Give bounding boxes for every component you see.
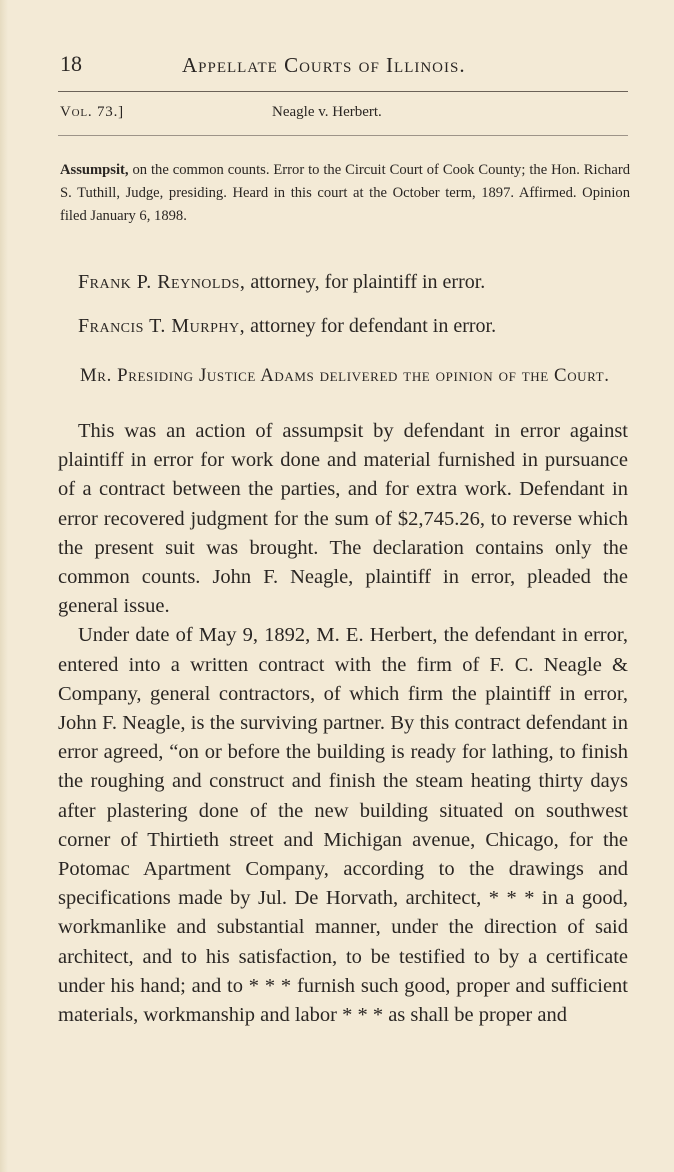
running-title: Appellate Courts of Illinois. bbox=[182, 53, 466, 77]
header-rule-top bbox=[58, 91, 628, 92]
case-line bbox=[60, 104, 619, 128]
syllabus-lead: Assumpsit, bbox=[60, 162, 129, 178]
opinion-paragraph-1: This was an action of assumpsit by defendant in error against plaintiff in error for work done and material furnished in pursuance of a contract between the parties, and for extra work. Defendant in error recovered judgment for the sum of $2,745.26, to reverse which the present suit was brought. The declaration contains only the common counts. John F. Neagle, plaintiff in error, pleaded the general issue. bbox=[58, 420, 628, 618]
counsel-defendant bbox=[78, 312, 628, 340]
header-rule-bottom bbox=[58, 135, 628, 136]
case-name: Neagle v. Herbert. bbox=[272, 104, 382, 120]
opinion-paragraph-2: Under date of May 9, 1892, M. E. Herbert, the defendant in error, entered into a written contract with the firm of F. C. Neagle & Company, general contractors, of which firm the plaintiff in error, John F. Neagle, is the surviving partner. By this contract defendant in error agreed, “on or before the building is ready for lathing, to finish the roughing and construct and finish the steam heating thirty days after plastering done of the new building situated on southwest corner of Thirtieth street and Michigan avenue, Chicago, for the Potomac Apartment Company, according to the drawings and specifications made by Jul. De Horvath, architect, * * * in a good, workmanlike and substantial manner, under the direction of said architect, and to his satisfaction, to be testified to by a certificate under his hand; and to * * * furnish such good, proper and sufficient materials, workmanship and labor * * * as shall be proper and bbox=[58, 624, 628, 1027]
defendant-attorney-role: attorney for defendant in error. bbox=[245, 315, 497, 337]
opinion-body bbox=[58, 417, 628, 1030]
counsel-plaintiff bbox=[78, 268, 628, 296]
page-edge-shadow bbox=[0, 0, 8, 1172]
volume-label: Vol. 73.] bbox=[60, 104, 124, 120]
page-header bbox=[60, 48, 619, 82]
syllabus-text: on the common counts. Error to the Circuit Court of Cook County; the Hon. Richard S. Tuthill, Judge, presiding. Heard in this court at the October term, 1897. Affirmed. Opinion filed January 6, 1898. bbox=[60, 162, 630, 224]
defendant-attorney-name: Francis T. Murphy, bbox=[78, 315, 246, 337]
syllabus bbox=[60, 159, 630, 228]
opinion-intro: Mr. Presiding Justice Adams delivered the opinion of the Court. bbox=[80, 365, 610, 386]
plaintiff-attorney-name: Frank P. Reynolds, bbox=[78, 271, 246, 293]
page-number: 18 bbox=[60, 51, 82, 76]
plaintiff-attorney-role: attorney, for plaintiff in error. bbox=[245, 271, 486, 293]
